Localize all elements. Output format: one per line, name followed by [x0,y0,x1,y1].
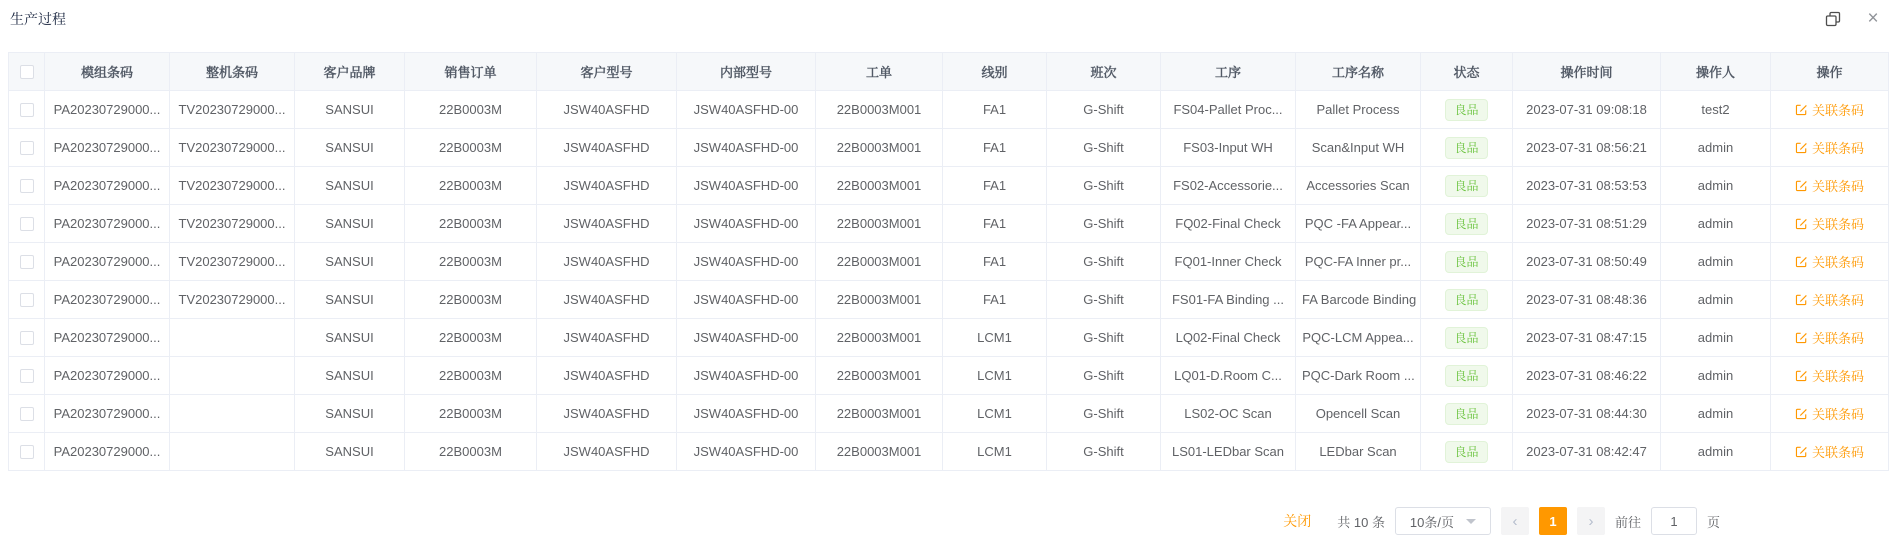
row-checkbox[interactable] [20,179,34,193]
cell-process: LS02-OC Scan [1161,395,1296,433]
column-header-module_barcode: 模组条码 [45,53,170,91]
row-checkbox[interactable] [20,255,34,269]
table-row [9,205,1889,243]
cell-machine_barcode: TV20230729000... [170,205,295,243]
cell-op_time: 2023-07-31 08:53:53 [1513,167,1661,205]
pagination-bar [0,507,1896,535]
cell-module_barcode: PA20230729000... [45,357,170,395]
row-checkbox[interactable] [20,141,34,155]
status-badge: 良品 [1445,441,1487,463]
cell-op_time: 2023-07-31 08:48:36 [1513,281,1661,319]
column-header-line: 线别 [943,53,1047,91]
row-select-cell [9,243,45,281]
production-process-table [8,52,1889,471]
cell-process_name: PQC -FA Appear... [1296,205,1421,243]
column-header-work_order: 工单 [816,53,943,91]
status-cell [1421,243,1513,281]
row-checkbox[interactable] [20,369,34,383]
next-page-button[interactable]: › [1577,507,1605,535]
cell-shift: G-Shift [1047,433,1161,471]
cell-internal_model: JSW40ASFHD-00 [677,129,816,167]
cell-module_barcode: PA20230729000... [45,319,170,357]
action-cell [1771,395,1889,433]
cell-process_name: PQC-Dark Room ... [1296,357,1421,395]
table-row [9,167,1889,205]
cell-shift: G-Shift [1047,167,1161,205]
cell-shift: G-Shift [1047,243,1161,281]
row-select-cell [9,357,45,395]
cell-process_name: Accessories Scan [1296,167,1421,205]
cell-machine_barcode: TV20230729000... [170,281,295,319]
table-header-row [9,53,1889,91]
associate-barcode-link[interactable] [1795,404,1864,423]
cell-machine_barcode: TV20230729000... [170,243,295,281]
cell-op_time: 2023-07-31 08:50:49 [1513,243,1661,281]
row-checkbox[interactable] [20,331,34,345]
cell-process: FQ02-Final Check [1161,205,1296,243]
cell-sales_order: 22B0003M [405,205,537,243]
cell-sales_order: 22B0003M [405,395,537,433]
column-header-status: 状态 [1421,53,1513,91]
cell-line: FA1 [943,91,1047,129]
status-badge: 良品 [1445,213,1487,235]
cell-operator: admin [1661,433,1771,471]
cell-module_barcode: PA20230729000... [45,91,170,129]
cell-module_barcode: PA20230729000... [45,433,170,471]
goto-label: 前往 [1614,514,1641,530]
table-row [9,281,1889,319]
associate-barcode-link[interactable] [1795,252,1864,271]
table-row [9,319,1889,357]
cell-operator: admin [1661,205,1771,243]
status-cell [1421,395,1513,433]
column-header-action: 操作 [1771,53,1889,91]
cell-op_time: 2023-07-31 08:56:21 [1513,129,1661,167]
cell-sales_order: 22B0003M [405,357,537,395]
cell-line: LCM1 [943,357,1047,395]
cell-customer_brand: SANSUI [295,281,405,319]
cell-shift: G-Shift [1047,129,1161,167]
cell-process_name: FA Barcode Binding [1296,281,1421,319]
cell-operator: admin [1661,395,1771,433]
cell-module_barcode: PA20230729000... [45,167,170,205]
row-checkbox[interactable] [20,407,34,421]
dialog-tools [1824,10,1882,28]
cell-internal_model: JSW40ASFHD-00 [677,433,816,471]
row-select-cell [9,433,45,471]
cell-customer_model: JSW40ASFHD [537,91,677,129]
select-all-header-cell [9,53,45,91]
associate-barcode-link[interactable] [1795,366,1864,385]
status-badge: 良品 [1445,251,1487,273]
cell-customer_model: JSW40ASFHD [537,395,677,433]
column-header-customer_model: 客户型号 [537,53,677,91]
cell-operator: admin [1661,167,1771,205]
cell-line: FA1 [943,243,1047,281]
select-all-checkbox[interactable] [20,65,34,79]
cell-line: LCM1 [943,433,1047,471]
cell-customer_model: JSW40ASFHD [537,243,677,281]
status-badge: 良品 [1445,365,1487,387]
page-1-button[interactable]: 1 [1539,507,1567,535]
row-checkbox[interactable] [20,217,34,231]
cell-process: FS02-Accessorie... [1161,167,1296,205]
status-badge: 良品 [1445,175,1487,197]
cell-shift: G-Shift [1047,357,1161,395]
cell-internal_model: JSW40ASFHD-00 [677,167,816,205]
associate-barcode-link[interactable] [1795,214,1864,233]
associate-barcode-link[interactable] [1795,442,1864,461]
total-count-label: 共 10 条 [1337,514,1385,530]
cell-work_order: 22B0003M001 [816,357,943,395]
row-select-cell [9,281,45,319]
table-row [9,91,1889,129]
edit-icon [1795,293,1808,306]
edit-icon [1795,179,1808,192]
associate-barcode-link[interactable] [1795,176,1864,195]
cell-customer_brand: SANSUI [295,395,405,433]
associate-barcode-label: 关联条码 [1811,293,1864,308]
cell-operator: admin [1661,319,1771,357]
associate-barcode-label: 关联条码 [1811,141,1864,156]
cell-module_barcode: PA20230729000... [45,281,170,319]
cell-work_order: 22B0003M001 [816,319,943,357]
edit-icon [1795,331,1808,344]
cell-work_order: 22B0003M001 [816,395,943,433]
action-cell [1771,129,1889,167]
row-select-cell [9,205,45,243]
cell-customer_model: JSW40ASFHD [537,167,677,205]
cell-process: FQ01-Inner Check [1161,243,1296,281]
cell-operator: admin [1661,357,1771,395]
cell-process_name: PQC-LCM Appea... [1296,319,1421,357]
table-row [9,433,1889,471]
column-header-op_time: 操作时间 [1513,53,1661,91]
page-unit-label: 页 [1706,514,1720,530]
row-select-cell [9,167,45,205]
table-row [9,357,1889,395]
table-row [9,395,1889,433]
status-cell [1421,281,1513,319]
cell-module_barcode: PA20230729000... [45,395,170,433]
edit-icon [1795,445,1808,458]
cell-process: LQ01-D.Room C... [1161,357,1296,395]
page-size-value: 10条/页 [1409,514,1454,530]
cell-line: FA1 [943,129,1047,167]
cell-internal_model: JSW40ASFHD-00 [677,243,816,281]
cell-operator: admin [1661,281,1771,319]
cell-process: FS04-Pallet Proc... [1161,91,1296,129]
goto-page-input[interactable] [1651,507,1697,535]
cell-process_name: Scan&Input WH [1296,129,1421,167]
row-checkbox[interactable] [20,103,34,117]
dialog-header [0,0,1896,30]
production-process-table-wrap [8,52,1888,471]
cell-machine_barcode [170,433,295,471]
action-cell [1771,281,1889,319]
cell-module_barcode: PA20230729000... [45,129,170,167]
cell-customer_model: JSW40ASFHD [537,205,677,243]
edit-icon [1795,407,1808,420]
cell-process: LQ02-Final Check [1161,319,1296,357]
status-cell [1421,433,1513,471]
cell-line: FA1 [943,205,1047,243]
cell-sales_order: 22B0003M [405,433,537,471]
cell-process_name: Pallet Process [1296,91,1421,129]
cell-operator: test2 [1661,91,1771,129]
cell-shift: G-Shift [1047,319,1161,357]
cell-op_time: 2023-07-31 08:51:29 [1513,205,1661,243]
associate-barcode-link[interactable] [1795,100,1864,119]
cell-line: LCM1 [943,395,1047,433]
page-title: 生产过程 [10,10,66,27]
action-cell [1771,357,1889,395]
column-header-shift: 班次 [1047,53,1161,91]
cell-customer_model: JSW40ASFHD [537,129,677,167]
cell-process: FS01-FA Binding ... [1161,281,1296,319]
column-header-machine_barcode: 整机条码 [170,53,295,91]
cell-line: FA1 [943,281,1047,319]
cell-work_order: 22B0003M001 [816,281,943,319]
column-header-process: 工序 [1161,53,1296,91]
cell-line: FA1 [943,167,1047,205]
cell-sales_order: 22B0003M [405,319,537,357]
status-cell [1421,129,1513,167]
cell-operator: admin [1661,129,1771,167]
edit-icon [1795,255,1808,268]
column-header-sales_order: 销售订单 [405,53,537,91]
cell-sales_order: 22B0003M [405,243,537,281]
cell-work_order: 22B0003M001 [816,167,943,205]
column-header-operator: 操作人 [1661,53,1771,91]
edit-icon [1795,369,1808,382]
status-cell [1421,357,1513,395]
cell-work_order: 22B0003M001 [816,205,943,243]
cell-sales_order: 22B0003M [405,91,537,129]
cell-customer_brand: SANSUI [295,129,405,167]
status-cell [1421,205,1513,243]
cell-customer_brand: SANSUI [295,433,405,471]
cell-machine_barcode: TV20230729000... [170,91,295,129]
cell-module_barcode: PA20230729000... [45,243,170,281]
status-badge: 良品 [1445,289,1487,311]
cell-machine_barcode: TV20230729000... [170,129,295,167]
associate-barcode-label: 关联条码 [1811,407,1864,422]
associate-barcode-link[interactable] [1795,138,1864,157]
cell-customer_brand: SANSUI [295,167,405,205]
cell-customer_brand: SANSUI [295,319,405,357]
cell-process_name: PQC-FA Inner pr... [1296,243,1421,281]
close-button[interactable]: 关闭 [1283,513,1312,529]
cell-internal_model: JSW40ASFHD-00 [677,91,816,129]
status-cell [1421,91,1513,129]
action-cell [1771,205,1889,243]
row-checkbox[interactable] [20,445,34,459]
cell-process: FS03-Input WH [1161,129,1296,167]
edit-icon [1795,217,1808,230]
cell-shift: G-Shift [1047,281,1161,319]
page-size-select[interactable] [1395,507,1491,535]
cell-internal_model: JSW40ASFHD-00 [677,357,816,395]
cell-module_barcode: PA20230729000... [45,205,170,243]
row-select-cell [9,129,45,167]
status-cell [1421,167,1513,205]
action-cell [1771,167,1889,205]
cell-customer_model: JSW40ASFHD [537,433,677,471]
column-header-customer_brand: 客户品牌 [295,53,405,91]
cell-op_time: 2023-07-31 08:42:47 [1513,433,1661,471]
associate-barcode-label: 关联条码 [1811,217,1864,232]
cell-line: LCM1 [943,319,1047,357]
chevron-down-icon [1466,519,1476,524]
associate-barcode-label: 关联条码 [1811,103,1864,118]
cell-internal_model: JSW40ASFHD-00 [677,319,816,357]
cell-machine_barcode [170,357,295,395]
action-cell [1771,319,1889,357]
row-select-cell [9,319,45,357]
cell-process_name: Opencell Scan [1296,395,1421,433]
prev-page-button[interactable]: ‹ [1501,507,1529,535]
cell-internal_model: JSW40ASFHD-00 [677,281,816,319]
edit-icon [1795,141,1808,154]
cell-machine_barcode [170,319,295,357]
associate-barcode-link[interactable] [1795,290,1864,309]
cell-customer_model: JSW40ASFHD [537,281,677,319]
cell-work_order: 22B0003M001 [816,129,943,167]
table-body [9,91,1889,471]
cell-customer_brand: SANSUI [295,357,405,395]
cell-op_time: 2023-07-31 08:46:22 [1513,357,1661,395]
action-cell [1771,433,1889,471]
associate-barcode-label: 关联条码 [1811,369,1864,384]
associate-barcode-label: 关联条码 [1811,255,1864,270]
cell-sales_order: 22B0003M [405,167,537,205]
cell-process: LS01-LEDbar Scan [1161,433,1296,471]
row-select-cell [9,91,45,129]
close-icon[interactable]: × [1867,8,1879,29]
associate-barcode-label: 关联条码 [1811,445,1864,460]
cell-customer_model: JSW40ASFHD [537,357,677,395]
associate-barcode-link[interactable] [1795,328,1864,347]
cell-op_time: 2023-07-31 09:08:18 [1513,91,1661,129]
edit-icon [1795,103,1808,116]
cell-work_order: 22B0003M001 [816,243,943,281]
column-header-internal_model: 内部型号 [677,53,816,91]
associate-barcode-label: 关联条码 [1811,331,1864,346]
column-header-process_name: 工序名称 [1296,53,1421,91]
cell-machine_barcode [170,395,295,433]
action-cell [1771,243,1889,281]
associate-barcode-label: 关联条码 [1811,179,1864,194]
cell-op_time: 2023-07-31 08:47:15 [1513,319,1661,357]
cell-sales_order: 22B0003M [405,281,537,319]
cell-customer_brand: SANSUI [295,91,405,129]
cell-operator: admin [1661,243,1771,281]
cell-machine_barcode: TV20230729000... [170,167,295,205]
table-row [9,243,1889,281]
action-cell [1771,91,1889,129]
status-badge: 良品 [1445,137,1487,159]
status-badge: 良品 [1445,327,1487,349]
cell-shift: G-Shift [1047,205,1161,243]
cell-shift: G-Shift [1047,395,1161,433]
status-cell [1421,319,1513,357]
cell-internal_model: JSW40ASFHD-00 [677,205,816,243]
fullscreen-icon[interactable] [1824,10,1842,28]
status-badge: 良品 [1445,99,1487,121]
table-row [9,129,1889,167]
cell-process_name: LEDbar Scan [1296,433,1421,471]
row-checkbox[interactable] [20,293,34,307]
cell-customer_brand: SANSUI [295,205,405,243]
row-select-cell [9,395,45,433]
cell-sales_order: 22B0003M [405,129,537,167]
cell-customer_brand: SANSUI [295,243,405,281]
cell-work_order: 22B0003M001 [816,433,943,471]
status-badge: 良品 [1445,403,1487,425]
cell-work_order: 22B0003M001 [816,91,943,129]
cell-internal_model: JSW40ASFHD-00 [677,395,816,433]
cell-shift: G-Shift [1047,91,1161,129]
cell-customer_model: JSW40ASFHD [537,319,677,357]
cell-op_time: 2023-07-31 08:44:30 [1513,395,1661,433]
